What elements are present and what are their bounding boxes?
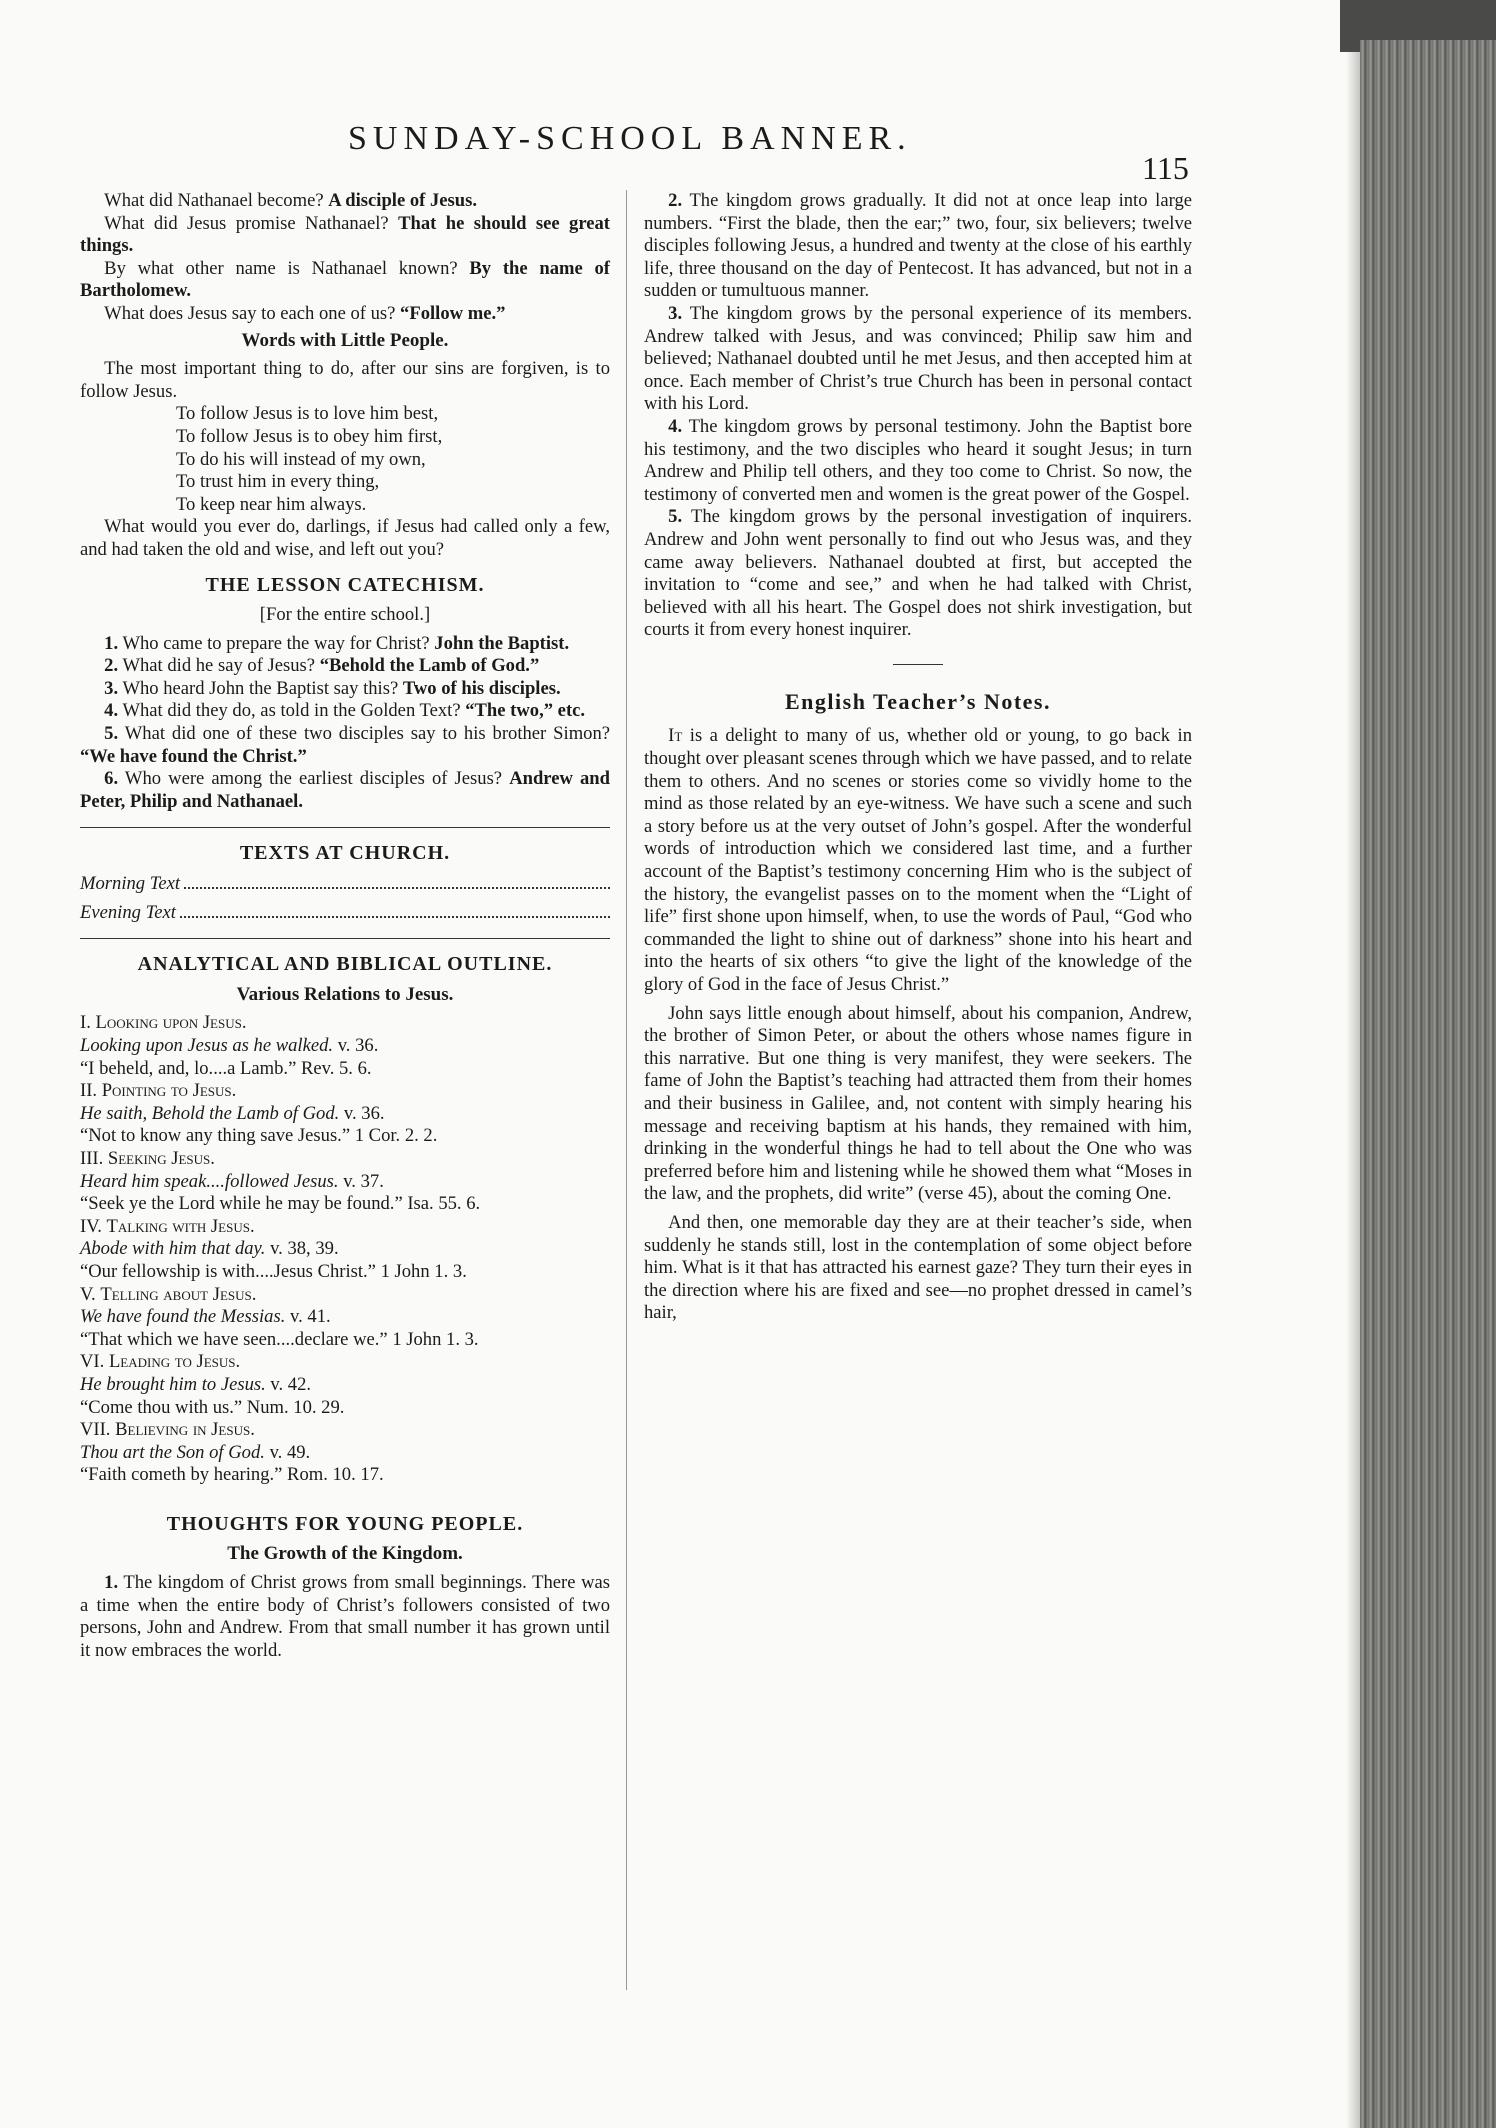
qa-block	[80, 190, 610, 326]
texts-title: TEXTS AT CHURCH.	[239, 842, 451, 865]
outline-item: V. Telling about Jesus. We have found the Messias. v. 41. “That which we have seen....declare we.” 1 John 1. 3.	[80, 1283, 479, 1350]
poem-line: To do his will instead of my own,	[176, 448, 426, 470]
words-title: Words with Little People.	[241, 329, 449, 351]
thoughts-subtitle: The Growth of the Kingdom.	[227, 1543, 463, 1565]
outline-item: VII. Believing in Jesus. Thou art the Son of God. v. 49. “Faith cometh by hearing.” Rom. 10. 17.	[80, 1419, 384, 1486]
notes-paragraph: John says little enough about himself, about his companion, Andrew, the brother of Simon Peter, or about the others whose names figure in this narrative. But one thing is very manifest, they were seekers. The fame of John the Baptist’s teaching had attracted them from their homes and their business in Galilee, and, not content with simply hearing his message and receiving baptism at his hands, they remained with him, drinking in the wonderful things he had to tell about the One who was preferred before him and listening while he showed them what “Moses in the law, and the prophets, did write” (verse 45), about the coming One.	[644, 1002, 1192, 1205]
thoughts-point: 4. The kingdom grows by personal testimony. John the Baptist bore his testimony, and the two disciples who heard it sought Jesus; in turn Andrew and Philip tell others, and they too come to Christ. So now, the testimony of converted men and women is the great power of the Gospel.	[644, 415, 1192, 505]
qa-item: By what other name is Nathanael known? By the name of Bartholomew.	[80, 257, 610, 302]
catechism-item: 3. Who heard John the Baptist say this? Two of his disciples.	[104, 677, 561, 699]
words-intro: The most important thing to do, after our sins are forgiven, is to follow Jesus.	[80, 358, 610, 402]
catechism-item: 2. What did he say of Jesus? “Behold the Lamb of God.”	[104, 655, 540, 677]
morning-text-line: Morning Text	[80, 873, 610, 896]
outline-title: ANALYTICAL AND BIBLICAL OUTLINE.	[137, 953, 553, 976]
poem-line: To follow Jesus is to obey him first,	[176, 425, 443, 447]
thoughts-title: THOUGHTS FOR YOUNG PEOPLE.	[166, 1512, 524, 1535]
notes-title: English Teacher’s Notes.	[785, 688, 1051, 714]
page-number: 115	[1142, 150, 1189, 186]
outline-item: IV. Talking with Jesus. Abode with him that day. v. 38, 39. “Our fellowship is with....Jesus Christ.” 1 John 1. 3.	[80, 1215, 467, 1282]
evening-text-line: Evening Text	[80, 902, 610, 925]
thoughts-point: 3. The kingdom grows by the personal experience of its members. Andrew talked with Jesus, and was convinced; Philip saw him and believed; Nathanael doubted until he met Jesus, and then accepted him at once. Each member of Christ’s true Church has been in personal contact with his Lord.	[644, 302, 1193, 415]
catechism-item: 1. Who came to prepare the way for Christ? John the Baptist.	[104, 632, 570, 654]
words-close: What would you ever do, darlings, if Jesus had called only a few, and had taken the old and wise, and left out you?	[80, 516, 610, 560]
outline-item: III. Seeking Jesus. Heard him speak....followed Jesus. v. 37. “Seek ye the Lord while he may be found.” Isa. 55. 6.	[80, 1147, 481, 1215]
qa-item: What does Jesus say to each one of us? “Follow me.”	[104, 302, 506, 324]
column-divider	[626, 190, 627, 1990]
thoughts-point: 2. The kingdom grows gradually. It did not at once leap into large numbers. “First the blade, then the ear;” two, four, six believers; twelve disciples following Jesus, a hundred and twenty at the close of his earthly life, three thousand on the day of Pentecost. It has advanced, but not in a sudden or tumultuous manner.	[644, 190, 1192, 302]
notes-paragraph: It is a delight to many of us, whether old or young, to go back in thought over pleasant scenes through which we have passed, and to relate them to others. And no scenes or stories come so vividly home to the mind as those related by an eye-witness. We have such a scene and such a story before us at the very outset of John’s gospel. After the wonderful words of introduction which we considered last time, and a further account of the Baptist’s testimony concerning Him who is the subject of the history, the evangelist passes on to the moment when the “Light of life” first shone upon himself, when, to use the words of Paul, “God who commanded the light to shine out of darkness” shone into his heart and into the hearts of six others “to give the light of the knowledge of the glory of God in the face of Jesus Christ.”	[644, 725, 1193, 995]
thoughts-point-1: 1. The kingdom of Christ grows from small beginnings. There was a time when the entire body of Christ’s followers consisted of two persons, John and Andrew. From that small number it has grown until it now embraces the world.	[80, 1572, 610, 1661]
catechism-list	[80, 633, 610, 814]
book-page-edges	[1360, 40, 1496, 2128]
outline-subtitle: Various Relations to Jesus.	[236, 983, 454, 1005]
outline-item: II. Pointing to Jesus. He saith, Behold the Lamb of God. v. 36. “Not to know any thing save Jesus.” 1 Cor. 2. 2.	[80, 1080, 438, 1147]
outline-item: VI. Leading to Jesus. He brought him to Jesus. v. 42. “Come thou with us.” Num. 10. 29.	[80, 1351, 345, 1418]
short-rule	[893, 664, 943, 665]
running-head: SUNDAY-SCHOOL BANNER.	[348, 120, 912, 157]
outline-list	[80, 1012, 610, 1486]
section-rule	[80, 827, 610, 828]
poem-line: To keep near him always.	[176, 493, 367, 515]
catechism-item: 6. Who were among the earliest disciples of Jesus? Andrew and Peter, Philip and Nathanael.	[80, 768, 610, 812]
poem-line: To follow Jesus is to love him best,	[176, 403, 439, 425]
right-column	[644, 190, 1192, 1325]
catechism-item: 4. What did they do, as told in the Golden Text? “The two,” etc.	[104, 700, 586, 722]
section-rule	[80, 938, 610, 939]
fill-in-dots	[180, 916, 610, 918]
catechism-subtitle: [For the entire school.]	[259, 604, 431, 626]
poem-line: To trust him in every thing,	[176, 471, 380, 493]
thoughts-point: 5. The kingdom grows by the personal investigation of inquirers. Andrew and John went personally to find out who Jesus was, and they came away believers. Nathanael doubted at first, but accepted the invitation to “come and see,” and when he had talked with Christ, believed with all his heart. The Gospel does not shirk investigation, but courts it from every honest inquirer.	[644, 506, 1192, 641]
fill-in-dots	[184, 887, 610, 889]
catechism-item: 5. What did one of these two disciples say to his brother Simon? “We have found the Christ.”	[80, 723, 610, 767]
qa-item: What did Jesus promise Nathanael? That he should see great things.	[80, 212, 610, 257]
notes-paragraph: And then, one memorable day they are at their teacher’s side, when suddenly he stands still, lost in the contemplation of some object before him. What is it that has attracted his earnest gaze? They turn their eyes in the direction where his are fixed and see—no prophet dressed in camel’s hair,	[644, 1211, 1192, 1324]
catechism-title: THE LESSON CATECHISM.	[205, 573, 485, 596]
poem	[176, 403, 610, 516]
qa-item: What did Nathanael become? A disciple of Jesus.	[104, 190, 478, 211]
outline-item: I. Looking upon Jesus. Looking upon Jesus as he walked. v. 36. “I beheld, and, lo....a Lamb.” Rev. 5. 6.	[80, 1012, 379, 1079]
left-column	[80, 190, 610, 1662]
